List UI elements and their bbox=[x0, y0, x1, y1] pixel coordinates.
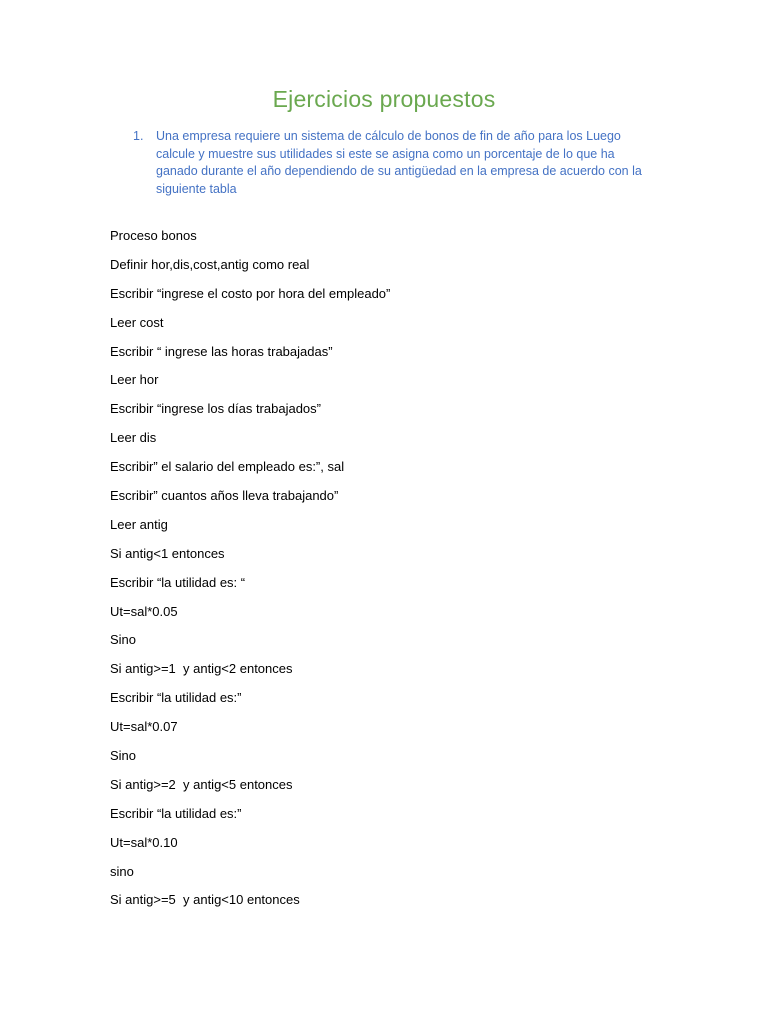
exercise-text: Una empresa requiere un sistema de cálculo de bonos de fin de año para los Luego calcule y muestre sus utilidades si este se asigna como un porcentaje de lo que ha ganado durante el año dependiendo de su antigüedad en la empresa de acuerdo con la siguiente tabla bbox=[156, 129, 642, 196]
code-line: Proceso bonos bbox=[110, 228, 197, 243]
code-line: Escribir “ingrese los días trabajados” bbox=[110, 401, 321, 417]
code-line: Sino bbox=[110, 748, 137, 764]
code-line: Escribir” el salario del empleado es:”, sal bbox=[110, 459, 345, 475]
code-line: Si antig>=5 y antig<10 entonces bbox=[110, 892, 300, 908]
code-line: Leer hor bbox=[110, 372, 159, 388]
code-line: Si antig>=2 y antig<5 entonces bbox=[110, 776, 293, 792]
code-line: Escribir “ ingrese las horas trabajadas” bbox=[110, 343, 333, 359]
code-line: Ut=sal*0.05 bbox=[110, 603, 178, 619]
code-line: Ut=sal*0.07 bbox=[110, 719, 178, 735]
code-line: sino bbox=[110, 863, 134, 879]
code-line: Leer dis bbox=[110, 430, 157, 446]
code-line: Escribir “ingrese el costo por hora del empleado” bbox=[110, 285, 391, 301]
code-line: Definir hor,dis,cost,antig como real bbox=[110, 256, 310, 272]
code-line: Leer antig bbox=[110, 516, 168, 532]
exercise-number: 1. bbox=[133, 129, 144, 143]
code-line: Escribir “la utilidad es: “ bbox=[110, 574, 246, 590]
code-line: Sino bbox=[110, 632, 137, 648]
exercise-item bbox=[133, 128, 653, 198]
code-line: Si antig>=1 y antig<2 entonces bbox=[110, 661, 293, 677]
code-line: Escribir” cuantos años lleva trabajando” bbox=[110, 488, 339, 504]
code-line: Si antig<1 entonces bbox=[110, 545, 225, 561]
code-line: Escribir “la utilidad es:” bbox=[110, 690, 242, 706]
code-line: Escribir “la utilidad es:” bbox=[110, 805, 242, 821]
pseudocode-block bbox=[110, 227, 390, 920]
code-line: Leer cost bbox=[110, 314, 164, 330]
page-title: Ejercicios propuestos bbox=[272, 86, 496, 112]
code-line: Ut=sal*0.10 bbox=[110, 834, 178, 850]
